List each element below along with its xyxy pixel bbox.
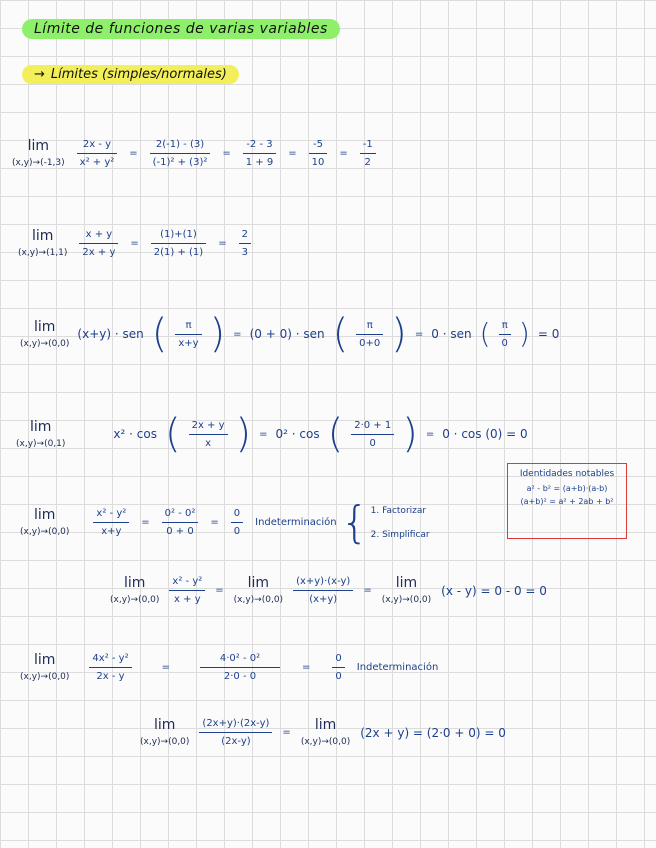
limit-operator: lim (x,y)→(0,1) — [16, 418, 66, 449]
limit-operator: lim (x,y)→(0,0) — [20, 318, 70, 349]
function-fraction: $\frac{\text{x² - y²}}{x + y}$ — [169, 575, 205, 606]
result: (x - y) = 0 - 0 = 0 — [441, 583, 547, 598]
example-1: lim (x,y)→(-1,3) $\frac{2x - y}{\text{x² + y²}}$ = $\frac{2(-1) - (3)}{\text{(-1)² + (3)²}}$ = $\frac{-2 - 3}{1 + 9}$ = $\frac{-5}{10}$ = $\frac{-1}{2}$ — [12, 138, 376, 169]
step-fraction: $\frac{-2 - 3}{1 + 9}$ — [243, 138, 276, 169]
limit-operator: lim (x,y)→(0,0) — [300, 717, 351, 747]
function-fraction: $\frac{\text{4x² - y²}}{2x - y}$ — [89, 652, 131, 683]
section-subtitle — [22, 65, 239, 84]
result: = 0 — [537, 327, 560, 341]
expression-end: 0 · sen — [431, 327, 472, 341]
example-6-solution: lim (x,y)→(0,0) $\frac{(2x+y)\cdot(2x-y)}{(2x-y)}$ = lim (x,y)→(0,0) (2x + y) = (2·0 + 0) = 0 — [140, 717, 506, 747]
expression-middle: (0 + 0) · sen — [249, 327, 325, 341]
example-3: lim (x,y)→(0,0) (x+y) · sen ( $\frac{\pi}{x+y}$ ) = (0 + 0) · sen ( $\frac{\pi}{0+0}$ ) = 0 · sen ( $\frac{\pi}{0}$ ) = 0 — [20, 311, 560, 357]
argument-fraction: $\frac{\pi}{0}$ — [499, 319, 511, 350]
example-4: lim (x,y)→(0,1) x² · cos ( $\frac{2x + y}{x}$ ) = 0² · cos ( $\frac{2\cdot 0 + 1}{0}$ ) = 0 · cos (0) = 0 — [16, 411, 528, 457]
expression-prefix: (x+y) · sen — [77, 327, 144, 341]
argument-fraction: $\frac{2x + y}{x}$ — [189, 419, 228, 450]
result-fraction: $\frac{-1}{2}$ — [360, 138, 376, 169]
expression-middle: 0² · cos — [275, 427, 320, 441]
expression-prefix: x² · cos — [113, 427, 157, 441]
argument-fraction: $\frac{2\cdot 0 + 1}{0}$ — [351, 419, 394, 450]
indeterminate-fraction: $\frac{0}{0}$ — [231, 507, 243, 538]
indeterminate-label: Indeterminación — [255, 517, 337, 529]
limit-operator: lim (x,y)→(1,1) — [18, 228, 68, 258]
factored-fraction: $\frac{(2x+y)\cdot(2x-y)}{(2x-y)}$ — [199, 717, 272, 748]
example-5: lim (x,y)→(0,0) $\frac{\text{x² - y²}}{x+y}$ = $\frac{\text{0² - 0²}}{0 + 0}$ = $\frac{0}{0}$ Indeterminación { 1. Factorizar 2. Simplificar — [20, 497, 430, 548]
substitution-fraction: $\frac{(1)+(1)}{2(1) + (1)}$ — [151, 228, 206, 259]
indeterminate-fraction: $\frac{0}{0}$ — [332, 652, 344, 683]
factored-fraction: $\frac{(x+y)\cdot(x-y)}{(x+y)}$ — [293, 575, 353, 606]
limit-operator: lim (x,y)→(0,0) — [233, 575, 284, 605]
limit-operator: lim (x,y)→(0,0) — [20, 652, 70, 682]
identity-box — [507, 463, 627, 539]
substitution-fraction: $\frac{2(-1) - (3)}{\text{(-1)² + (3)²}}$ — [150, 138, 211, 169]
limit-operator: lim (x,y)→(0,0) — [381, 575, 432, 605]
substitution-fraction: $\frac{\text{4·0² - 0²}}{2\cdot 0 - 0}$ — [200, 652, 280, 683]
steps-list — [371, 506, 430, 540]
identity-line: (a+b)² = a² + 2ab + b² — [520, 496, 614, 506]
step-fraction: $\frac{-5}{10}$ — [309, 138, 328, 169]
limit-operator: lim (x,y)→(-1,3) — [12, 138, 65, 168]
argument-fraction: $\frac{\pi}{0+0}$ — [356, 319, 383, 350]
indeterminate-label: Indeterminación — [356, 662, 439, 673]
identity-title: Identidades notables — [519, 469, 615, 479]
result: 0 · cos (0) = 0 — [442, 427, 528, 441]
identity-line: a² - b² = (a+b)·(a-b) — [526, 483, 608, 493]
argument-fraction: $\frac{\pi}{x+y}$ — [175, 319, 201, 350]
example-5-solution: lim (x,y)→(0,0) $\frac{\text{x² - y²}}{x + y}$ = lim (x,y)→(0,0) $\frac{(x+y)\cdot(x-y)}{(x+y)}$ = lim (x,y)→(0,0) (x - y) = 0 - 0 = 0 — [110, 575, 547, 605]
limit-operator: lim (x,y)→(0,0) — [20, 507, 70, 538]
function-fraction: $\frac{x + y}{2x + y}$ — [79, 228, 118, 259]
step-item: 2. Simplificar — [370, 529, 430, 540]
limit-operator: lim (x,y)→(0,0) — [110, 575, 160, 605]
substitution-fraction: $\frac{\text{0² - 0²}}{0 + 0}$ — [162, 507, 199, 538]
step-item: 1. Factorizar — [370, 505, 427, 516]
subtitle-text: Límites (simples/normales) — [50, 67, 227, 82]
function-fraction: $\frac{2x - y}{\text{x² + y²}}$ — [77, 138, 118, 169]
example-2: lim (x,y)→(1,1) $\frac{x + y}{2x + y}$ = $\frac{(1)+(1)}{2(1) + (1)}$ = $\frac{2}{3}$ — [18, 228, 251, 259]
result-fraction: $\frac{2}{3}$ — [239, 228, 251, 259]
function-fraction: $\frac{\text{x² - y²}}{x+y}$ — [93, 507, 129, 538]
example-6: lim (x,y)→(0,0) $\frac{\text{4x² - y²}}{2x - y}$ = $\frac{\text{4·0² - 0²}}{2\cdot 0 - 0}$ = $\frac{0}{0}$ Indeterminación — [20, 652, 439, 682]
limit-operator: lim (x,y)→(0,0) — [140, 717, 190, 747]
page-title: Límite de funciones de varias variables — [22, 19, 340, 39]
arrow-right-icon: → — [34, 67, 45, 82]
result: (2x + y) = (2·0 + 0) = 0 — [360, 725, 506, 740]
